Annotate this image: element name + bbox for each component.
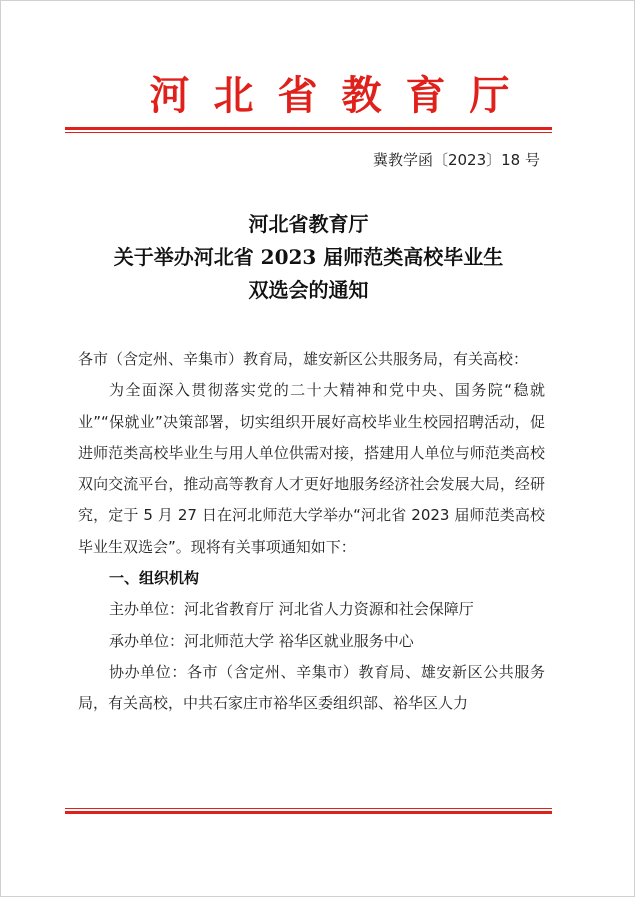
- red-rule-bottom-thick: [65, 811, 552, 814]
- red-rule-bottom-thin: [65, 808, 552, 809]
- red-rule-top-thick: [65, 127, 552, 130]
- section-heading-organization: 一、组织机构: [109, 569, 200, 588]
- host-paragraph: 主办单位：河北省教育厅 河北省人力资源和社会保障厅: [109, 600, 474, 619]
- red-rule-top-thin: [65, 132, 552, 133]
- addressees-paragraph: 各市（含定州、辛集市）教育局，雄安新区公共服务局，有关高校：: [78, 350, 529, 368]
- title-line-2: 关于举办河北省 2023 届师范类高校毕业生: [113, 245, 504, 269]
- intro-paragraph: 为全面深入贯彻落实党的二十大精神和党中央、国务院“稳就业”“保就业”决策部署，切实组织开展好高校毕业生校园招聘活动，促进师范类高校毕业生与用人单位供需对接，搭建用人单位与师范类高校双向交流平台，推动高等教育人才更好地服务经济社会发展大局，经研究，定于 5 月 27 日在河北师范大学举办“河北省 2023 届师范类高校毕业生双选会”。现将有关事项通知如下：: [78, 381, 545, 556]
- document-body: [78, 344, 545, 720]
- title-line-3: 双选会的通知: [248, 278, 369, 302]
- title-line-1: 河北省教育厅: [248, 212, 369, 236]
- document-title: [65, 208, 552, 307]
- letterhead-title: 河北省教育厅: [149, 72, 534, 119]
- co-organizer-paragraph: 协办单位：各市（含定州、辛集市）教育局、雄安新区公共服务局，有关高校，中共石家庄市裕华区委组织部、裕华区人力: [78, 662, 545, 713]
- document-number: 冀教学函〔2023〕18 号: [372, 151, 540, 169]
- organizer-paragraph: 承办单位：河北师范大学 裕华区就业服务中心: [109, 631, 414, 650]
